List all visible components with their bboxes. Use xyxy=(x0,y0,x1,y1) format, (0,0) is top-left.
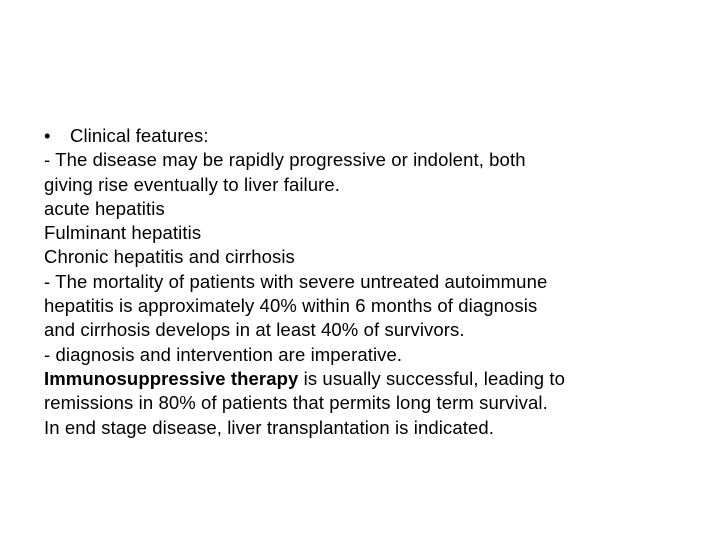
text-line: - The disease may be rapidly progressive or indolent, both xyxy=(44,149,526,171)
therapy-line xyxy=(44,367,704,391)
text-line: - diagnosis and intervention are imperative. xyxy=(44,343,403,365)
text-line: In end stage disease, liver transplantation is indicated. xyxy=(44,416,494,438)
text-line: remissions in 80% of patients that permits long term survival. xyxy=(44,392,548,414)
slide-body-text xyxy=(44,124,704,440)
text-line: Chronic hepatitis and cirrhosis xyxy=(44,246,295,268)
therapy-rest-text: is usually successful, leading to xyxy=(298,367,566,389)
text-line: and cirrhosis develops in at least 40% of survivors. xyxy=(44,319,465,341)
text-line: Fulminant hepatitis xyxy=(44,222,202,244)
heading-line xyxy=(44,124,704,148)
text-line: giving rise eventually to liver failure. xyxy=(44,173,341,195)
heading-text: Clinical features: xyxy=(70,125,209,146)
bullet-icon: • xyxy=(44,125,51,146)
text-line: acute hepatitis xyxy=(44,197,165,219)
text-line: hepatitis is approximately 40% within 6 months of diagnosis xyxy=(44,295,538,317)
therapy-bold-text: Immunosuppressive therapy xyxy=(44,367,299,389)
text-line: - The mortality of patients with severe untreated autoimmune xyxy=(44,270,548,292)
